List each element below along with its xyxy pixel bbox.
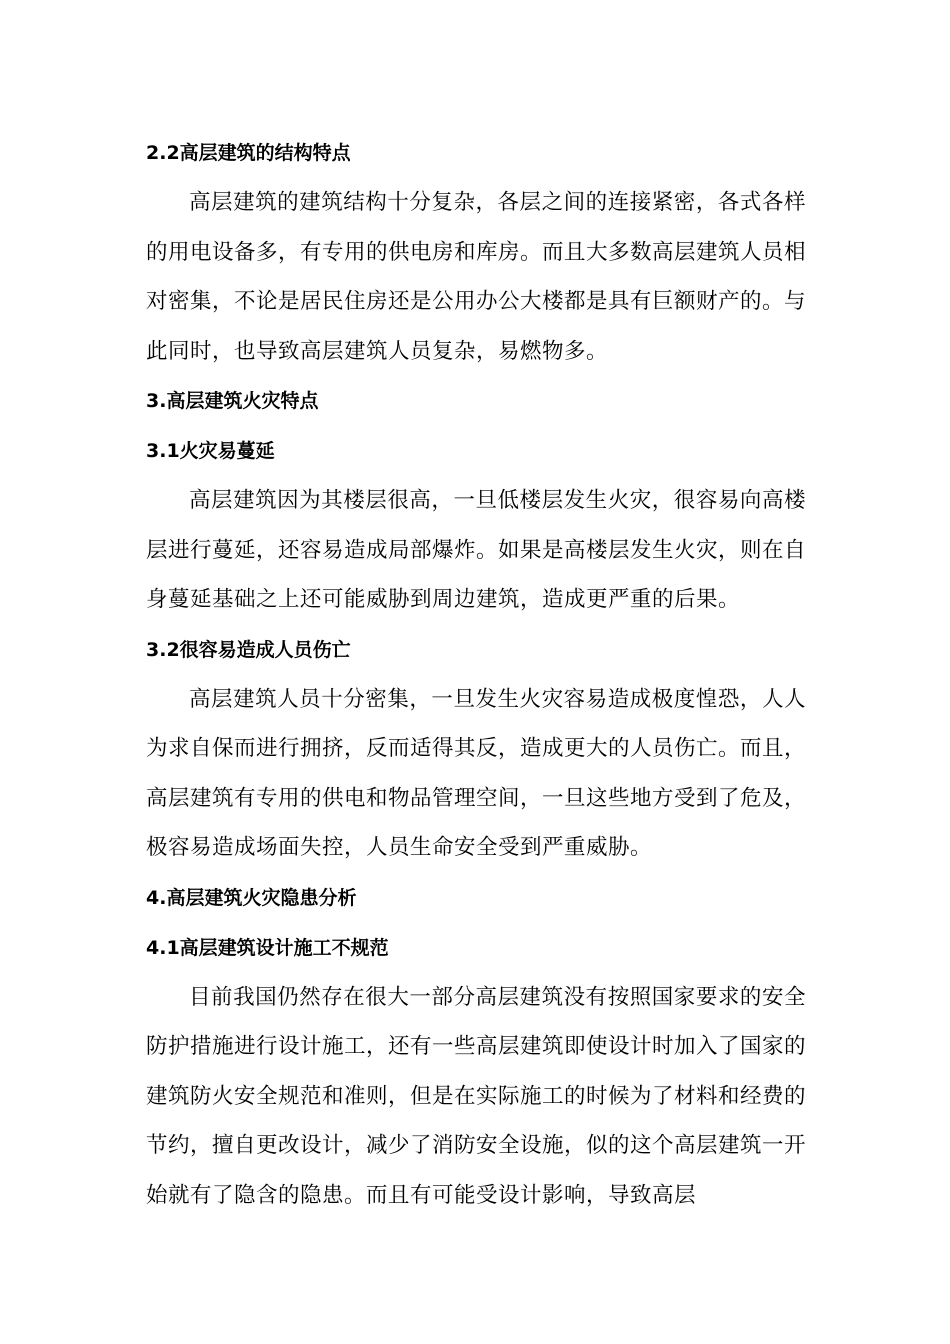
paragraph-casualties: 高层建筑人员十分密集，一旦发生火灾容易造成极度惶恐，人人为求自保而进行拥挤，反而适得其反，造成更大的人员伤亡。而且，高层建筑有专用的供电和物品管理空间，一旦这些地方受到了危及，极容易造成场面失控，人员生命安全受到严重威胁。: [146, 686, 807, 860]
section-heading-2-2: 2.2高层建筑的结构特点: [146, 142, 351, 164]
document-page: [146, 128, 806, 1220]
paragraph-structure: 高层建筑的建筑结构十分复杂，各层之间的连接紧密，各式各样的用电设备多，有专用的供电房和库房。而且大多数高层建筑人员相对密集，不论是居民住房还是公用办公大楼都是具有巨额财产的。与此同时，也导致高层建筑人员复杂，易燃物多。: [146, 190, 807, 364]
section-heading-3-1: 3.1火灾易蔓延: [146, 440, 275, 462]
section-heading-4-1: 4.1高层建筑设计施工不规范: [146, 936, 389, 959]
section-heading-3: 3.高层建筑火灾特点: [146, 390, 319, 412]
paragraph-design-construction: 目前我国仍然存在很大一部分高层建筑没有按照国家要求的安全防护措施进行设计施工，还有一些高层建筑即使设计时加入了国家的建筑防火安全规范和准则，但是在实际施工的时候为了材料和经费的节约，擅自更改设计，减少了消防安全设施，似的这个高层建筑一开始就有了隐含的隐患。而且有可能受设计影响，导致高层: [146, 984, 807, 1208]
section-heading-4: 4.高层建筑火灾隐患分析: [146, 886, 357, 909]
section-heading-3-2: 3.2很容易造成人员伤亡: [146, 638, 351, 661]
paragraph-fire-spread: 高层建筑因为其楼层很高，一旦低楼层发生火灾，很容易向高楼层进行蔓延，还容易造成局部爆炸。如果是高楼层发生火灾，则在自身蔓延基础之上还可能威胁到周边建筑，造成更严重的后果。: [146, 488, 807, 612]
